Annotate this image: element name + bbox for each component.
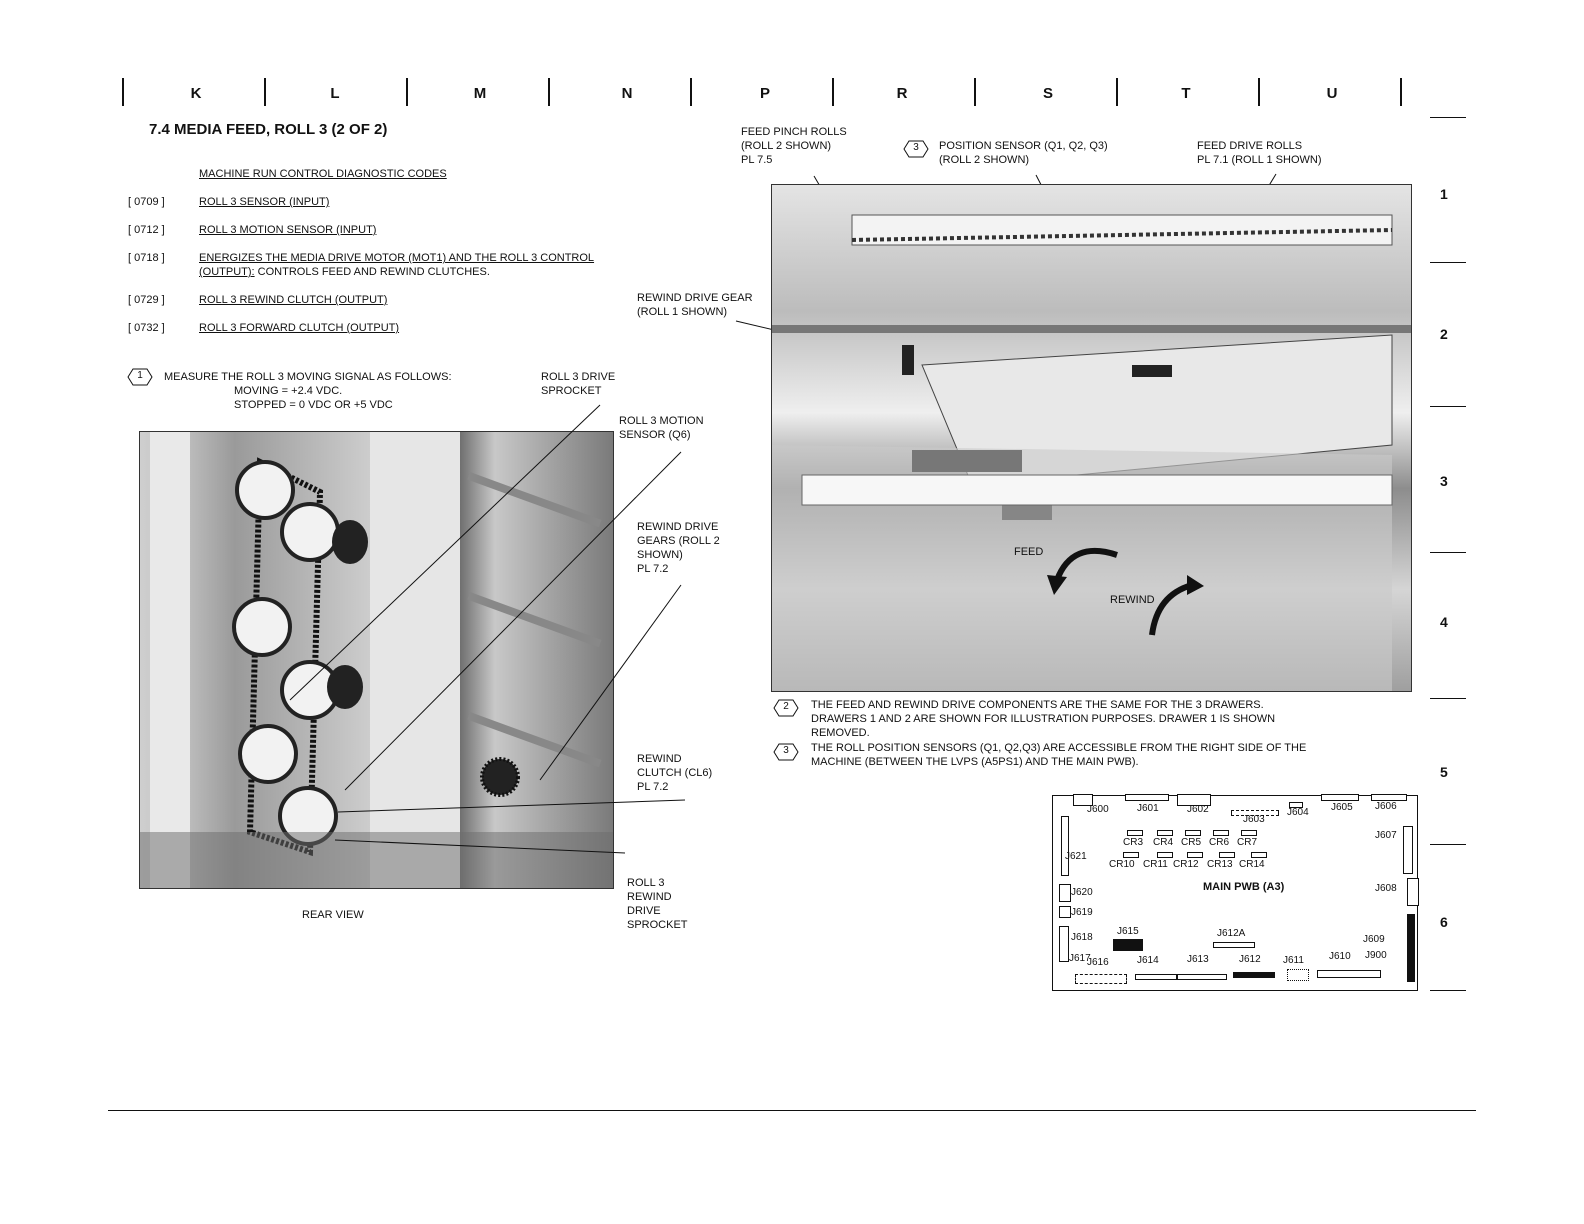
pwb-label: J610: [1329, 951, 1351, 962]
pwb-label: J603: [1243, 814, 1265, 825]
pwb-label: J604: [1287, 807, 1309, 818]
grid-row-3: 3: [1440, 473, 1448, 489]
callout-label: SHOWN): [637, 549, 683, 561]
callout-label: FEED DRIVE ROLLS: [1197, 140, 1303, 152]
code-number: [ 0732 ]: [128, 322, 165, 334]
pwb-label: J617: [1069, 953, 1091, 964]
code-description: ROLL 3 FORWARD CLUTCH (OUTPUT): [199, 322, 400, 334]
callout-label: (ROLL 2 SHOWN): [939, 154, 1030, 166]
pwb-label: CR13: [1207, 859, 1233, 870]
page-title: 7.4 MEDIA FEED, ROLL 3 (2 OF 2): [149, 121, 388, 138]
leader-line: [290, 405, 600, 700]
pwb-label: J607: [1375, 830, 1397, 841]
pwb-label: J900: [1365, 950, 1387, 961]
note-number: 1: [137, 370, 143, 381]
pwb-label: J611: [1283, 955, 1304, 966]
feed-arrow: [1057, 551, 1117, 580]
callout-label: REWIND DRIVE GEAR: [637, 292, 753, 304]
led-cr10: [1123, 852, 1139, 858]
code-description: ROLL 3 SENSOR (INPUT): [199, 196, 330, 208]
leader-line: [345, 452, 681, 790]
led-cr5: [1185, 830, 1201, 836]
note-text: MEASURE THE ROLL 3 MOVING SIGNAL AS FOLLOWS:: [164, 371, 452, 383]
connector-j612: [1233, 972, 1275, 978]
main-pwb-diagram: [1052, 795, 1418, 991]
leader-line: [335, 840, 625, 853]
led-cr11: [1157, 852, 1173, 858]
grid-column-t: T: [1181, 85, 1191, 102]
pwb-label: CR11: [1143, 859, 1168, 870]
connector-j612a: [1213, 942, 1255, 948]
connector-j614: [1135, 974, 1177, 980]
feed-label: FEED: [1014, 546, 1044, 558]
pwb-label: CR3: [1123, 837, 1144, 848]
grid-row-5: 5: [1440, 764, 1448, 780]
pwb-title: MAIN PWB (A3): [1203, 881, 1285, 893]
code-description: ROLL 3 REWIND CLUTCH (OUTPUT): [199, 294, 388, 306]
note-number: 2: [783, 701, 789, 712]
pwb-label: CR12: [1173, 859, 1199, 870]
grid-column-u: U: [1326, 85, 1338, 102]
pwb-label: CR14: [1239, 859, 1265, 870]
callout-label: PL 7.1 (ROLL 1 SHOWN): [1197, 154, 1322, 166]
pwb-label: J606: [1375, 801, 1397, 812]
note-text: STOPPED = 0 VDC OR +5 VDC: [234, 399, 393, 411]
callout-label: GEARS (ROLL 2: [637, 535, 720, 547]
connector-j615: [1113, 939, 1143, 951]
note-text: THE ROLL POSITION SENSORS (Q1, Q2,Q3) ARE ACCESSIBLE FROM THE RIGHT SIDE OF THE: [811, 742, 1307, 754]
callout-label: ROLL 3 DRIVE: [541, 371, 616, 383]
grid-row-6: 6: [1440, 914, 1448, 930]
note-number-badge: [773, 743, 799, 761]
pwb-label: CR7: [1237, 837, 1258, 848]
grid-column-l: L: [330, 85, 340, 102]
callout-label: REWIND: [627, 891, 672, 903]
callout-label: CLUTCH (CL6): [637, 767, 713, 779]
pwb-label: J608: [1375, 883, 1397, 894]
callout-label: SPROCKET: [541, 385, 602, 397]
pwb-label: J619: [1071, 907, 1093, 918]
pwb-label: CR10: [1109, 859, 1135, 870]
pwb-label: J600: [1087, 804, 1109, 815]
callout-label: ROLL 3: [627, 877, 665, 889]
callout-label: SPROCKET: [627, 919, 688, 931]
callout-label: (ROLL 1 SHOWN): [637, 306, 728, 318]
code-description: ROLL 3 MOTION SENSOR (INPUT): [199, 224, 377, 236]
note-number: 3: [913, 142, 919, 153]
note-number-badge: [773, 699, 799, 717]
callout-label: REWIND DRIVE: [637, 521, 719, 533]
connector-j611: [1287, 969, 1309, 981]
drawer-photo: [771, 184, 1412, 692]
code-output-text: CONTROLS FEED AND REWIND CLUTCHES.: [254, 266, 490, 278]
callout-label: PL 7.5: [741, 154, 773, 166]
code-output-label: (OUTPUT):: [199, 266, 255, 278]
connector-j613: [1177, 974, 1227, 980]
leader-line: [540, 585, 681, 780]
note-text: MOVING = +2.4 VDC.: [234, 385, 343, 397]
callout-label: POSITION SENSOR (Q1, Q2, Q3): [939, 140, 1108, 152]
pwb-label: J615: [1117, 926, 1139, 937]
led-cr13: [1219, 852, 1235, 858]
code-number: [ 0709 ]: [128, 196, 165, 208]
callout-label: FEED PINCH ROLLS: [741, 126, 847, 138]
leader-line: [338, 800, 685, 812]
grid-column-n: N: [621, 85, 633, 102]
note-text: REMOVED.: [811, 727, 870, 739]
pwb-label: J612: [1239, 954, 1261, 965]
grid-row-1: 1: [1440, 186, 1448, 202]
codes-heading: MACHINE RUN CONTROL DIAGNOSTIC CODES: [199, 168, 447, 180]
pwb-label: J609: [1363, 934, 1385, 945]
grid-row-2: 2: [1440, 326, 1448, 342]
connector-j606: [1371, 794, 1407, 801]
grid-column-p: P: [759, 85, 770, 102]
led-cr6: [1213, 830, 1229, 836]
led-cr4: [1157, 830, 1173, 836]
connector-j608: [1407, 878, 1419, 906]
note-number: 3: [783, 745, 789, 756]
pwb-label: CR5: [1181, 837, 1202, 848]
connector-j610: [1317, 970, 1381, 978]
feed-arrow-head: [1047, 575, 1067, 595]
rewind-label: REWIND: [1110, 594, 1155, 606]
pwb-label: CR4: [1153, 837, 1174, 848]
feed-rewind-arrows: [772, 185, 1411, 691]
note-text: THE FEED AND REWIND DRIVE COMPONENTS ARE THE SAME FOR THE 3 DRAWERS.: [811, 699, 1264, 711]
led-cr3: [1127, 830, 1143, 836]
footer-rule: [108, 1110, 1476, 1111]
grid-column-r: R: [896, 85, 908, 102]
callout-label: DRIVE: [627, 905, 661, 917]
rewind-arrow-head: [1187, 575, 1204, 595]
code-number: [ 0718 ]: [128, 252, 165, 264]
pwb-label: J618: [1071, 932, 1093, 943]
pwb-label: CR6: [1209, 837, 1230, 848]
pwb-label: J613: [1187, 954, 1209, 965]
connector-j601: [1125, 794, 1169, 801]
rear-view-caption: REAR VIEW: [302, 909, 364, 921]
rewind-arrow: [1152, 585, 1192, 635]
note-number-badge: [903, 140, 929, 158]
callout-label: REWIND: [637, 753, 682, 765]
pwb-label: J601: [1137, 803, 1159, 814]
pwb-label: J616: [1087, 957, 1109, 968]
connector-j609: [1407, 914, 1415, 982]
callout-label: PL 7.2: [637, 563, 669, 575]
led-cr7: [1241, 830, 1257, 836]
pwb-label: J614: [1137, 955, 1159, 966]
code-description: ENERGIZES THE MEDIA DRIVE MOTOR (MOT1) AND THE ROLL 3 CONTROL: [199, 252, 595, 264]
callout-label: SENSOR (Q6): [619, 429, 691, 441]
grid-column-s: S: [1042, 85, 1053, 102]
note-text: MACHINE (BETWEEN THE LVPS (A5PS1) AND THE MAIN PWB).: [811, 756, 1139, 768]
grid-column-m: M: [473, 85, 487, 102]
connector-j620: [1059, 884, 1071, 902]
led-cr12: [1187, 852, 1203, 858]
note-text: DRAWERS 1 AND 2 ARE SHOWN FOR ILLUSTRATION PURPOSES. DRAWER 1 IS SHOWN: [811, 713, 1276, 725]
callout-label: PL 7.2: [637, 781, 669, 793]
pwb-label: J605: [1331, 802, 1353, 813]
pwb-label: J612A: [1217, 928, 1246, 939]
connector-j607: [1403, 826, 1413, 874]
connector-j616: [1075, 974, 1127, 984]
grid-column-k: K: [190, 85, 202, 102]
connector-j621: [1061, 816, 1069, 876]
grid-row-4: 4: [1440, 614, 1448, 630]
callout-label: (ROLL 2 SHOWN): [741, 140, 832, 152]
code-number: [ 0712 ]: [128, 224, 165, 236]
connector-j619: [1059, 906, 1071, 918]
connector-j618: [1059, 926, 1069, 962]
led-cr14: [1251, 852, 1267, 858]
callout-label: ROLL 3 MOTION: [619, 415, 704, 427]
pwb-label: J620: [1071, 887, 1093, 898]
pwb-label: J621: [1065, 851, 1087, 862]
pwb-label: J602: [1187, 804, 1209, 815]
code-number: [ 0729 ]: [128, 294, 165, 306]
connector-j605: [1321, 794, 1359, 801]
